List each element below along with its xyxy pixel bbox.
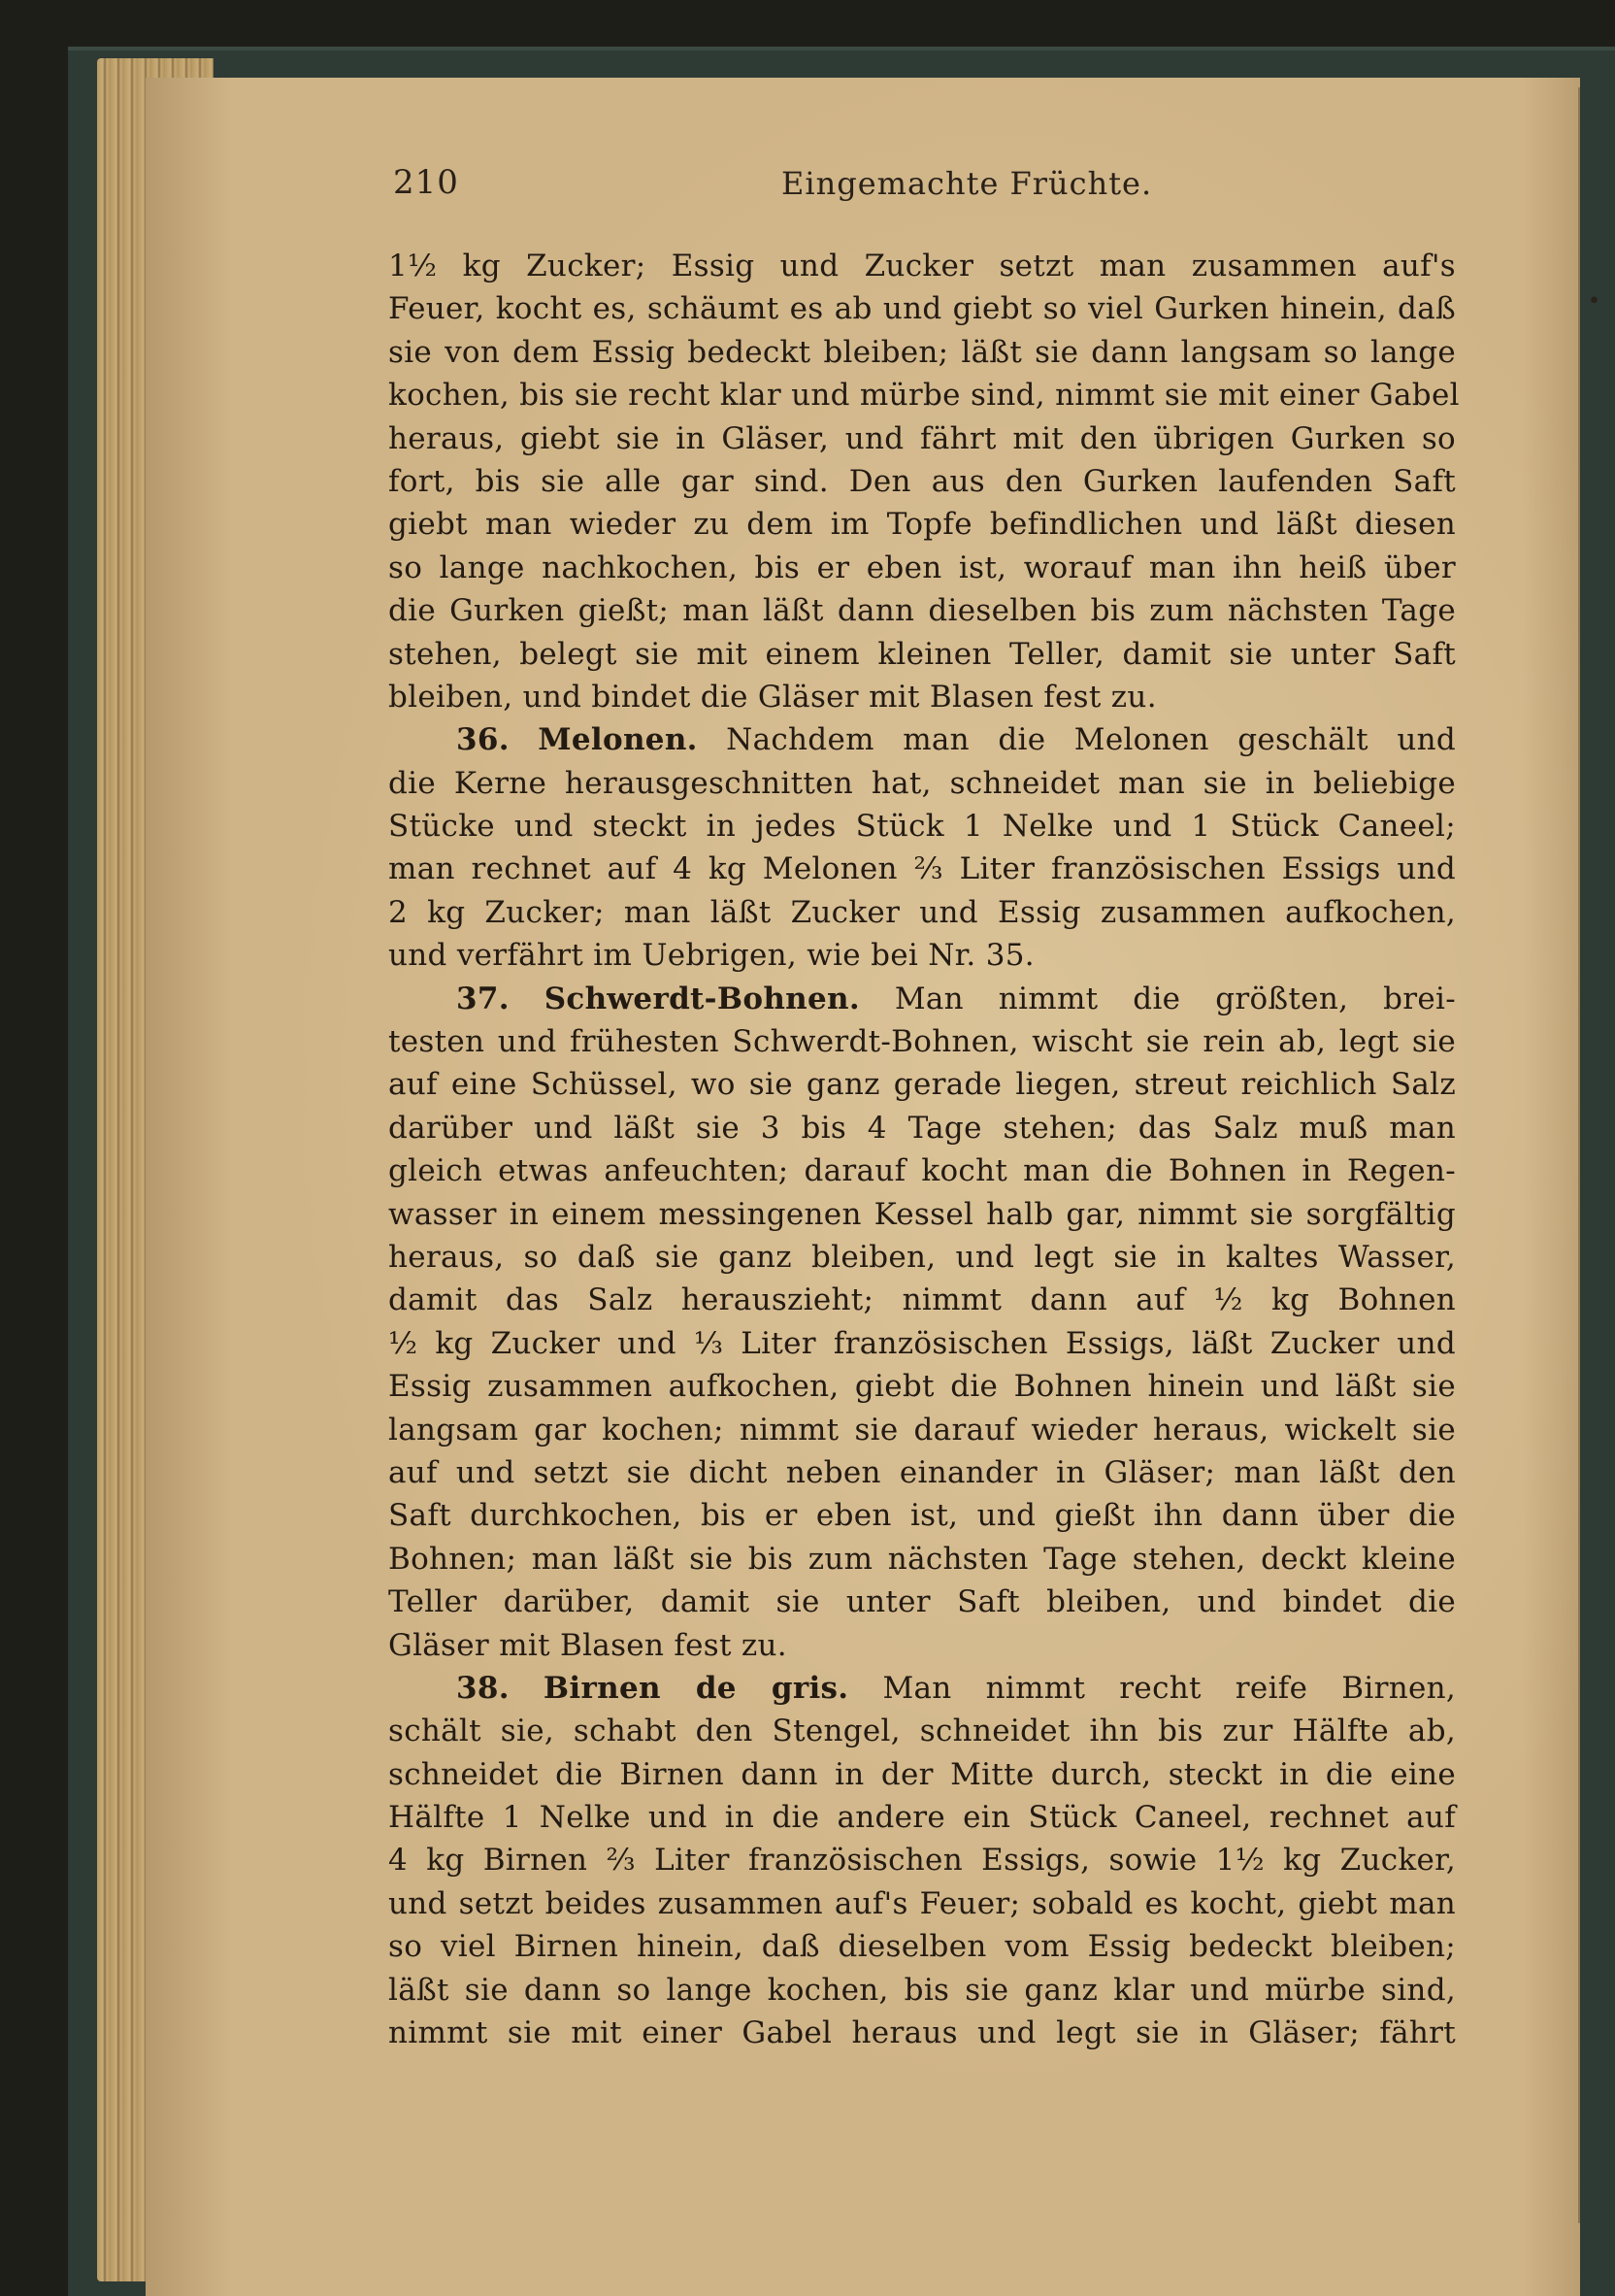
text-line (388, 1667, 1456, 1710)
text-line (388, 1925, 1456, 1968)
line-text: Man nimmt die größten, brei- (894, 981, 1457, 1016)
page-number: 210 (393, 163, 459, 202)
recipe-heading: Birnen de gris. (543, 1670, 849, 1706)
line-text: Feuer, kocht es, schäumt es ab und giebt so viel Gurken hinein, daß (388, 291, 1456, 327)
line-text: und verfährt im Uebrigen, wie bei Nr. 35. (388, 938, 1035, 974)
text-line (388, 1279, 1456, 1321)
line-text: nimmt sie mit einer Gabel heraus und legt sie in Gläser; fährt (388, 2015, 1456, 2051)
line-text: Hälfte 1 Nelke und in die andere ein Stück Caneel, rechnet auf (388, 1800, 1456, 1836)
line-text: darüber und läßt sie 3 bis 4 Tage stehen; das Salz muß man (388, 1110, 1456, 1146)
recipe-number: 38. (456, 1670, 510, 1706)
text-line (388, 1839, 1456, 1881)
text-line (388, 1538, 1456, 1581)
line-text: kochen, bis sie recht klar und mürbe sind, nimmt sie mit einer Gabel (388, 378, 1460, 414)
text-line (388, 1969, 1456, 2012)
line-text: Saft durchkochen, bis er eben ist, und gießt ihn dann über die (388, 1498, 1456, 1534)
text-line (388, 1409, 1456, 1451)
text-line (388, 1624, 1456, 1667)
line-text: wasser in einem messingenen Kessel halb gar, nimmt sie sorgfältig (388, 1196, 1456, 1232)
line-text: die Kerne herausgeschnitten hat, schneidet man sie in beliebige (388, 765, 1456, 801)
text-line (388, 762, 1456, 805)
text-line (388, 676, 1456, 718)
text-line (388, 503, 1456, 546)
line-text: 4 kg Birnen ⅔ Liter französischen Essigs, sowie 1½ kg Zucker, (388, 1843, 1456, 1879)
line-text: giebt man wieder zu dem im Topfe befindlichen und läßt diesen (388, 507, 1456, 543)
line-text: stehen, belegt sie mit einem kleinen Teller, damit sie unter Saft (388, 636, 1456, 672)
line-text: sie von dem Essig bedeckt bleiben; läßt sie dann langsam so lange (388, 334, 1456, 370)
text-line (388, 245, 1456, 287)
text-line (388, 417, 1456, 460)
text-line (388, 718, 1456, 761)
line-text: Nachdem man die Melonen geschält und (726, 722, 1456, 758)
recipe-heading: Schwerdt-Bohnen. (544, 981, 860, 1016)
text-line (388, 1365, 1456, 1408)
text-line (388, 460, 1456, 503)
text-line (388, 1796, 1456, 1839)
line-text: bleiben, und bindet die Gläser mit Blasen fest zu. (388, 679, 1157, 715)
line-text: testen und frühesten Schwerdt-Bohnen, wischt sie rein ab, legt sie (388, 1024, 1456, 1060)
body-text (388, 245, 1460, 2054)
text-line (388, 1581, 1456, 1623)
line-text: gleich etwas anfeuchten; darauf kocht man die Bohnen in Regen- (388, 1153, 1456, 1189)
text-line (388, 1494, 1456, 1537)
text-line (388, 1451, 1456, 1494)
line-text: schält sie, schabt den Stengel, schneidet ihn bis zur Hälfte ab, (388, 1714, 1456, 1749)
line-text: langsam gar kochen; nimmt sie darauf wieder heraus, wickelt sie (388, 1412, 1456, 1447)
recipe-number: 37. (456, 981, 510, 1016)
text-line (388, 1193, 1456, 1236)
line-text: so viel Birnen hinein, daß dieselben vom Essig bedeckt bleiben; (388, 1929, 1456, 1965)
text-line (388, 1710, 1456, 1752)
line-text: Teller darüber, damit sie unter Saft bleiben, und bindet die (388, 1584, 1456, 1620)
text-line (388, 934, 1456, 977)
line-text: auf und setzt sie dicht neben einander in Gläser; man läßt den (388, 1454, 1456, 1490)
text-line (388, 805, 1456, 848)
line-text: 2 kg Zucker; man läßt Zucker und Essig zusammen aufkochen, (388, 894, 1456, 930)
line-text: Man nimmt recht reife Birnen, (882, 1670, 1457, 1706)
margin-mark: • (1588, 289, 1600, 314)
text-line (388, 978, 1456, 1020)
line-text: läßt sie dann so lange kochen, bis sie ganz klar und mürbe sind, (388, 1972, 1456, 2008)
line-text: die Gurken gießt; man läßt dann dieselben bis zum nächsten Tage (388, 593, 1456, 629)
line-text: Essig zusammen aufkochen, giebt die Bohnen hinein und läßt sie (388, 1369, 1456, 1405)
text-line (388, 633, 1456, 676)
line-text: und setzt beides zusammen auf's Feuer; sobald es kocht, giebt man (388, 1885, 1456, 1921)
line-text: man rechnet auf 4 kg Melonen ⅔ Liter französischen Essigs und (388, 851, 1456, 887)
text-line (388, 1322, 1456, 1365)
line-text: fort, bis sie alle gar sind. Den aus den Gurken laufenden Saft (388, 463, 1456, 499)
line-text: so lange nachkochen, bis er eben ist, worauf man ihn heiß über (388, 549, 1456, 585)
text-line (388, 589, 1456, 632)
line-text: Gläser mit Blasen fest zu. (388, 1627, 787, 1663)
line-text: Stücke und steckt in jedes Stück 1 Nelke und 1 Stück Caneel; (388, 809, 1456, 845)
text-line (388, 547, 1456, 589)
recipe-number: 36. (456, 722, 510, 758)
running-head: Eingemachte Früchte. (781, 165, 1153, 202)
line-text: 1½ kg Zucker; Essig und Zucker setzt man zusammen auf's (388, 249, 1456, 283)
text-line (388, 1020, 1456, 1063)
text-line (388, 848, 1456, 890)
text-line (388, 1236, 1456, 1279)
page-header (393, 163, 1441, 212)
text-line (388, 2012, 1456, 2054)
text-line (388, 1063, 1456, 1106)
text-line (388, 1149, 1456, 1192)
line-text: heraus, giebt sie in Gläser, und fährt mit den übrigen Gurken so (388, 420, 1456, 456)
line-text: schneidet die Birnen dann in der Mitte durch, steckt in die eine (388, 1756, 1456, 1792)
line-text: damit das Salz herauszieht; nimmt dann auf ½ kg Bohnen (388, 1282, 1456, 1318)
line-text: heraus, so daß sie ganz bleiben, und legt sie in kaltes Wasser, (388, 1239, 1456, 1275)
text-line (388, 1107, 1456, 1149)
page-gutter-line (1578, 87, 1580, 2223)
line-text: ½ kg Zucker und ⅓ Liter französischen Essigs, läßt Zucker und (388, 1325, 1456, 1361)
text-line (388, 331, 1456, 374)
text-line (388, 374, 1460, 416)
line-text: auf eine Schüssel, wo sie ganz gerade liegen, streut reichlich Salz (388, 1067, 1456, 1103)
line-text: Bohnen; man läßt sie bis zum nächsten Tage stehen, deckt kleine (388, 1541, 1456, 1577)
text-line (388, 287, 1456, 330)
text-line (388, 1753, 1456, 1796)
text-line (388, 1882, 1456, 1925)
text-line (388, 891, 1456, 934)
recipe-heading: Melonen. (538, 722, 698, 758)
